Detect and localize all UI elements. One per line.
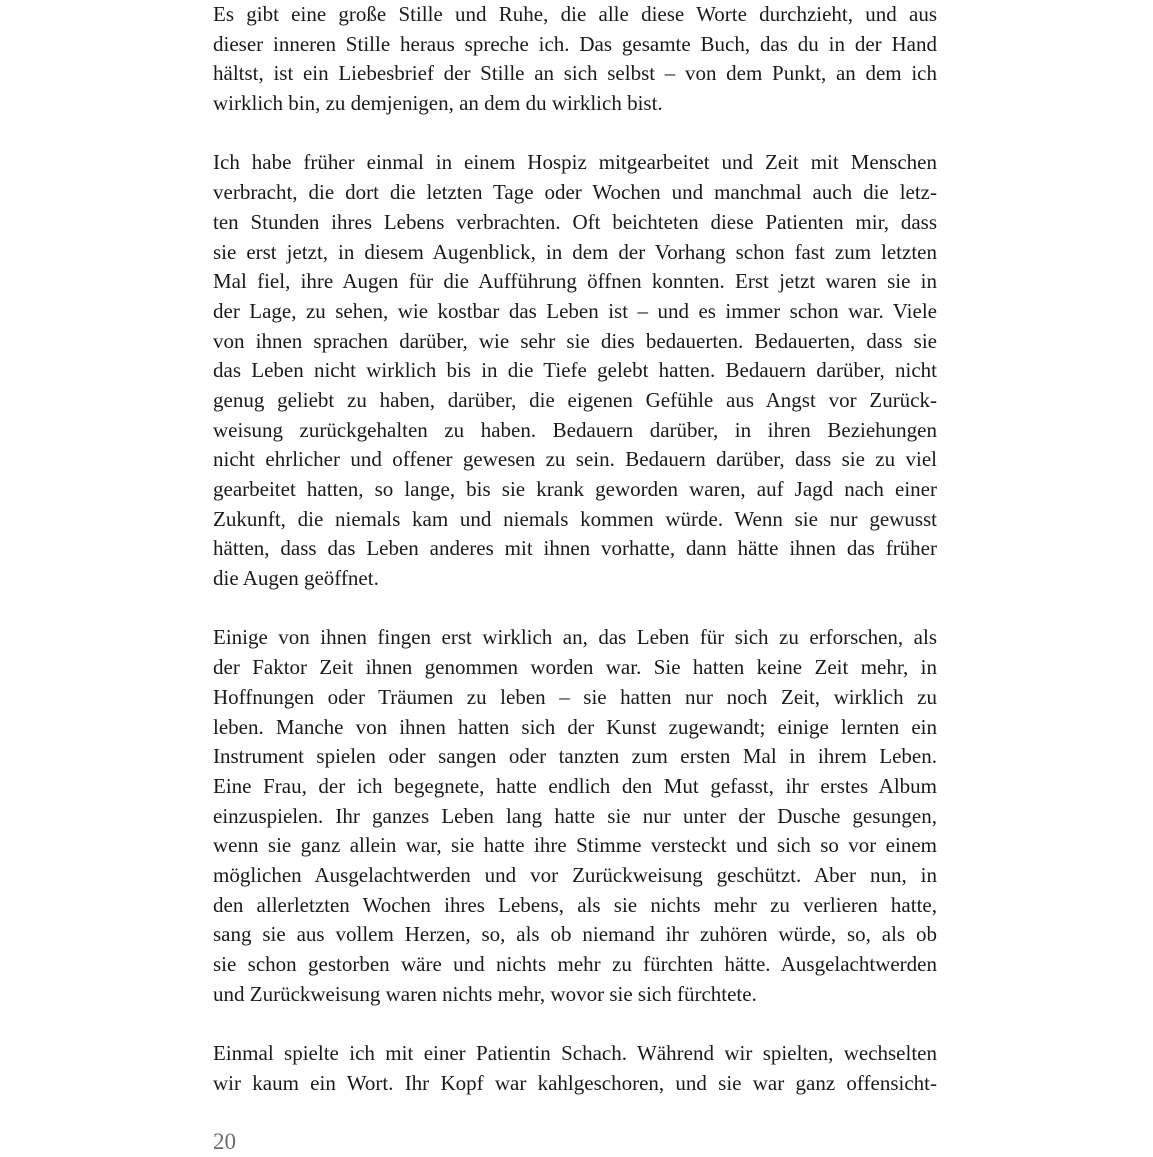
text-line: hätten, dass das Leben anderes mit ihnen vorhatte, dann hätte ihnen das früher [213, 536, 937, 561]
text-line: hältst, ist ein Liebesbrief der Stille an sich selbst – von dem Punkt, an dem ich [213, 61, 937, 86]
text-line: dieser inneren Stille heraus spreche ich. Das gesamte Buch, das du in der Hand [213, 31, 937, 56]
text-line: Zukunft, die niemals kam und niemals kommen würde. Wenn sie nur gewusst [213, 506, 937, 531]
text-line: die Augen geöffnet. [213, 566, 379, 591]
text-line: nicht ehrlicher und offener gewesen zu sein. Bedauern darüber, dass sie zu viel [213, 447, 937, 472]
text-line: genug geliebt zu haben, darüber, die eigenen Gefühle aus Angst vor Zurück- [213, 387, 937, 412]
text-line: leben. Manche von ihnen hatten sich der Kunst zugewandt; einige lernten ein [213, 714, 937, 739]
text-line: der Faktor Zeit ihnen genommen worden war. Sie hatten keine Zeit mehr, in [213, 655, 937, 680]
text-line: wenn sie ganz allein war, sie hatte ihre Stimme versteckt und sich so vor einem [213, 833, 937, 858]
text-line: einzuspielen. Ihr ganzes Leben lang hatte sie nur unter der Dusche gesungen, [213, 803, 937, 828]
paragraph-4 [213, 1039, 937, 1098]
text-line: Es gibt eine große Stille und Ruhe, die alle diese Worte durchzieht, und aus [213, 2, 937, 26]
text-line: sie schon gestorben wäre und nichts mehr zu fürchten hätte. Ausgelachtwerden [213, 952, 937, 976]
text-line: Instrument spielen oder sangen oder tanzten zum ersten Mal in ihrem Leben. [213, 744, 937, 769]
text-line: und Zurückweisung waren nichts mehr, wovor sie sich fürchtete. [213, 981, 757, 1006]
paragraph-gap [213, 594, 937, 624]
paragraph-3 [213, 623, 937, 1009]
paragraph-gap [213, 1009, 937, 1039]
page-number: 20 [213, 1129, 236, 1154]
text-line: gearbeitet hatten, so lange, bis sie krank geworden waren, auf Jagd nach einer [213, 477, 937, 501]
paragraph-1 [213, 0, 937, 119]
text-line: der Lage, zu sehen, wie kostbar das Leben ist – und es immer schon war. Viele [213, 298, 937, 323]
text-line: von ihnen sprachen darüber, wie sehr sie dies bedauerten. Bedauerten, dass sie [213, 328, 937, 353]
body-text [213, 0, 937, 1098]
text-line: möglichen Ausgelachtwerden und vor Zurückweisung geschützt. Aber nun, in [213, 862, 937, 887]
text-line: wir kaum ein Wort. Ihr Kopf war kahlgeschoren, und sie war ganz offensicht- [213, 1070, 937, 1095]
text-line: sie erst jetzt, in diesem Augenblick, in dem der Vorhang schon fast zum letzten [213, 239, 937, 264]
text-line: wirklich bin, zu demjenigen, an dem du wirklich bist. [213, 91, 663, 116]
text-line: verbracht, die dort die letzten Tage oder Wochen und manchmal auch die letz- [213, 180, 937, 205]
text-line: das Leben nicht wirklich bis in die Tiefe gelebt hatten. Bedauern darüber, nicht [213, 358, 937, 383]
text-line: Einige von ihnen fingen erst wirklich an, das Leben für sich zu erforschen, als [213, 625, 937, 650]
paragraph-gap [213, 119, 937, 149]
text-line: Einmal spielte ich mit einer Patientin Schach. Während wir spielten, wechselten [213, 1041, 937, 1066]
text-line: weisung zurückgehalten zu haben. Bedauern darüber, in ihren Beziehungen [213, 417, 937, 442]
text-line: sang sie aus vollem Herzen, so, als ob niemand ihr zuhören würde, so, als ob [213, 922, 937, 947]
paragraph-2 [213, 148, 937, 593]
text-line: Ich habe früher einmal in einem Hospiz mitgearbeitet und Zeit mit Menschen [213, 150, 937, 175]
text-line: Hoffnungen oder Träumen zu leben – sie hatten nur noch Zeit, wirklich zu [213, 684, 937, 709]
text-line: ten Stunden ihres Lebens verbrachten. Oft beichteten diese Patienten mir, dass [213, 209, 937, 234]
text-line: den allerletzten Wochen ihres Lebens, als sie nichts mehr zu verlieren hatte, [213, 892, 937, 917]
text-line: Eine Frau, der ich begegnete, hatte endlich den Mut gefasst, ihr erstes Album [213, 773, 937, 798]
text-line: Mal fiel, ihre Augen für die Aufführung öffnen konnten. Erst jetzt waren sie in [213, 269, 937, 294]
